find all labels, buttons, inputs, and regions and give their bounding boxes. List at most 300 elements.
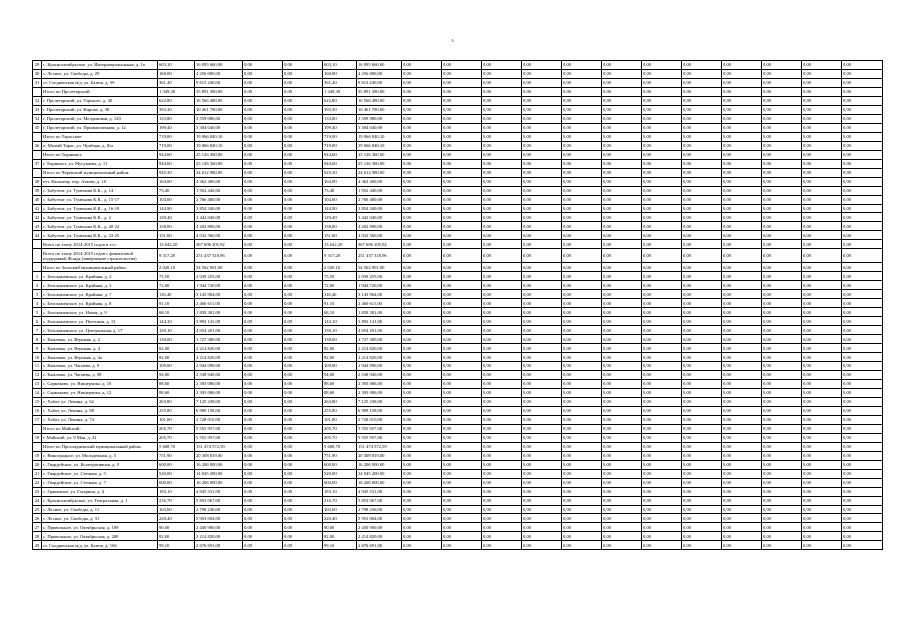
address-cell: с. Хабаз, ул. Ленина, д. 62 bbox=[42, 397, 158, 406]
value-cell: 0,00 bbox=[283, 514, 323, 523]
value-cell: 393,30 bbox=[323, 105, 357, 114]
value-cell: 0,00 bbox=[842, 299, 883, 308]
value-cell: 719,00 bbox=[158, 132, 195, 141]
row-number: 29 bbox=[33, 61, 42, 70]
value-cell: 0,00 bbox=[602, 177, 642, 186]
value-cell: 0,00 bbox=[842, 87, 883, 96]
value-cell: 129,40 bbox=[158, 213, 195, 222]
value-cell: 25 126 360,00 bbox=[357, 159, 402, 168]
value-cell: 0,00 bbox=[842, 132, 883, 141]
value-cell: 82,00 bbox=[323, 532, 357, 541]
address-cell: с. Белокаменское, ул. Крайняя, д. 8 bbox=[42, 299, 158, 308]
value-cell: 0,00 bbox=[243, 523, 283, 532]
value-cell: 0,00 bbox=[802, 451, 842, 460]
value-cell: 3 143 964,00 bbox=[195, 290, 243, 299]
value-cell: 0,00 bbox=[482, 249, 522, 263]
table-row bbox=[33, 326, 883, 335]
value-cell: 0,00 bbox=[602, 78, 642, 87]
value-cell: 0,00 bbox=[722, 344, 762, 353]
value-cell: 0,00 bbox=[243, 87, 283, 96]
value-cell: 4 202 800,00 bbox=[357, 222, 402, 231]
value-cell: 0,00 bbox=[842, 496, 883, 505]
value-cell: 68,10 bbox=[323, 308, 357, 317]
value-cell: 0,00 bbox=[762, 370, 802, 379]
value-cell: 0,00 bbox=[442, 150, 482, 159]
value-cell: 0,00 bbox=[802, 78, 842, 87]
value-cell: 0,00 bbox=[842, 442, 883, 451]
value-cell: 82,00 bbox=[158, 532, 195, 541]
value-cell: 0,00 bbox=[722, 308, 762, 317]
value-cell: 0,00 bbox=[482, 442, 522, 451]
value-cell: 5 555 957,00 bbox=[195, 424, 243, 433]
value-cell: 0,00 bbox=[482, 541, 522, 550]
value-cell: 0,00 bbox=[762, 69, 802, 78]
value-cell: 0,00 bbox=[642, 451, 682, 460]
value-cell: 2 393 086,00 bbox=[357, 388, 402, 397]
value-cell: 164,00 bbox=[158, 177, 195, 186]
value-cell: 0,00 bbox=[482, 231, 522, 240]
value-cell: 0,00 bbox=[602, 379, 642, 388]
value-cell: 0,00 bbox=[802, 388, 842, 397]
value-cell: 144,10 bbox=[323, 317, 357, 326]
address-cell: с. Белокаменское, ул. Центральная, д. 17 bbox=[42, 326, 158, 335]
value-cell: 0,00 bbox=[762, 487, 802, 496]
value-cell: 0,00 bbox=[722, 370, 762, 379]
value-cell: 0,00 bbox=[602, 249, 642, 263]
value-cell: 0,00 bbox=[442, 469, 482, 478]
value-cell: 0,00 bbox=[243, 240, 283, 249]
value-cell: 0,00 bbox=[602, 344, 642, 353]
value-cell: 2 393 086,00 bbox=[195, 388, 243, 397]
value-cell: 0,00 bbox=[482, 344, 522, 353]
value-cell: 158,00 bbox=[158, 222, 195, 231]
value-cell: 90,00 bbox=[323, 523, 357, 532]
address-cell: с. Гвардейское, ул. Степная, д. 7 bbox=[42, 478, 158, 487]
value-cell: 0,00 bbox=[642, 505, 682, 514]
address-cell: г. Пролетарский, ул. Промышленная, д. 12 bbox=[42, 123, 158, 132]
value-cell: 0,00 bbox=[243, 397, 283, 406]
value-cell: 0,00 bbox=[722, 469, 762, 478]
value-cell: 0,00 bbox=[562, 397, 602, 406]
value-cell: 0,00 bbox=[722, 213, 762, 222]
value-cell: 0,00 bbox=[402, 541, 442, 550]
value-cell: 0,00 bbox=[442, 442, 482, 451]
value-cell: 0,00 bbox=[642, 281, 682, 290]
value-cell: 183,10 bbox=[158, 487, 195, 496]
value-cell: 2 676 691,00 bbox=[195, 541, 243, 550]
table-row bbox=[33, 487, 883, 496]
value-cell: 94,00 bbox=[158, 370, 195, 379]
value-cell: 116,40 bbox=[158, 290, 195, 299]
value-cell: 0,00 bbox=[642, 272, 682, 281]
value-cell: 0,00 bbox=[283, 159, 323, 168]
value-cell: 0,00 bbox=[842, 478, 883, 487]
value-cell: 0,00 bbox=[442, 132, 482, 141]
value-cell: 0,00 bbox=[602, 61, 642, 70]
row-number: 33 bbox=[33, 105, 42, 114]
value-cell: 0,00 bbox=[642, 415, 682, 424]
row-number: 32 bbox=[33, 96, 42, 105]
value-cell: 0,00 bbox=[682, 335, 722, 344]
address-cell: с. Краснооктябрьское, ул. Театральная, д. 1 bbox=[42, 496, 158, 505]
value-cell: 3 727 380,00 bbox=[195, 335, 243, 344]
value-cell: 2 214 820,00 bbox=[357, 344, 402, 353]
value-cell: 4 256 000,00 bbox=[357, 69, 402, 78]
value-cell: 0,00 bbox=[442, 213, 482, 222]
table-row bbox=[33, 213, 883, 222]
value-cell: 0,00 bbox=[642, 496, 682, 505]
value-cell: 0,00 bbox=[283, 388, 323, 397]
value-cell: 0,00 bbox=[682, 397, 722, 406]
value-cell: 251 437 318,96 bbox=[195, 249, 243, 263]
address-cell: с. Лесное, ул. Свободы, д. 31 bbox=[42, 514, 158, 523]
value-cell: 0,00 bbox=[722, 487, 762, 496]
value-cell: 25 126 360,00 bbox=[195, 159, 243, 168]
value-cell: 0,00 bbox=[442, 177, 482, 186]
value-cell: 0,00 bbox=[642, 105, 682, 114]
table-row bbox=[33, 541, 883, 550]
value-cell: 4 054 201,00 bbox=[357, 326, 402, 335]
value-cell: 0,00 bbox=[482, 460, 522, 469]
value-cell: 0,00 bbox=[802, 326, 842, 335]
value-cell: 0,00 bbox=[602, 326, 642, 335]
value-cell: 0,00 bbox=[283, 105, 323, 114]
value-cell: 199,40 bbox=[158, 123, 195, 132]
value-cell: 0,00 bbox=[562, 442, 602, 451]
value-cell: 0,00 bbox=[522, 451, 562, 460]
value-cell: 0,00 bbox=[442, 541, 482, 550]
value-cell: 0,00 bbox=[722, 141, 762, 150]
value-cell: 0,00 bbox=[442, 370, 482, 379]
value-cell: 0,00 bbox=[642, 231, 682, 240]
value-cell: 0,00 bbox=[762, 204, 802, 213]
value-cell: 0,00 bbox=[722, 478, 762, 487]
value-cell: 0,00 bbox=[682, 249, 722, 263]
value-cell: 0,00 bbox=[602, 415, 642, 424]
table-row bbox=[33, 388, 883, 397]
address-cell: с. Сармаково, ул. Нищерчика, д. 12 bbox=[42, 388, 158, 397]
value-cell: 0,00 bbox=[682, 150, 722, 159]
value-cell: 0,00 bbox=[642, 69, 682, 78]
address-cell: с. Белокаменское, ул. Крайняя, д. 7 bbox=[42, 290, 158, 299]
value-cell: 0,00 bbox=[722, 299, 762, 308]
table-row bbox=[33, 415, 883, 424]
value-cell: 0,00 bbox=[762, 317, 802, 326]
value-cell: 5 555 957,00 bbox=[195, 433, 243, 442]
value-cell: 0,00 bbox=[522, 317, 562, 326]
value-cell: 0,00 bbox=[602, 478, 642, 487]
value-cell: 0,00 bbox=[642, 249, 682, 263]
value-cell: 2 766 400,00 bbox=[357, 195, 402, 204]
value-cell: 0,00 bbox=[562, 141, 602, 150]
value-cell: 0,00 bbox=[402, 69, 442, 78]
table-row bbox=[33, 263, 883, 272]
value-cell: 0,00 bbox=[243, 353, 283, 362]
value-cell: 0,00 bbox=[562, 69, 602, 78]
value-cell: 0,00 bbox=[762, 415, 802, 424]
row-number: 30 bbox=[33, 69, 42, 78]
value-cell: 3 143 964,00 bbox=[357, 290, 402, 299]
value-cell: 0,00 bbox=[283, 478, 323, 487]
value-cell: 0,00 bbox=[642, 141, 682, 150]
value-cell: 0,00 bbox=[802, 281, 842, 290]
value-cell: 0,00 bbox=[442, 96, 482, 105]
value-cell: 0,00 bbox=[642, 132, 682, 141]
value-cell: 103,60 bbox=[323, 505, 357, 514]
value-cell: 0,00 bbox=[562, 177, 602, 186]
value-cell: 0,00 bbox=[243, 344, 283, 353]
value-cell: 0,00 bbox=[243, 213, 283, 222]
value-cell: 133,80 bbox=[323, 114, 357, 123]
value-cell: 0,00 bbox=[522, 442, 562, 451]
value-cell: 103,60 bbox=[158, 505, 195, 514]
value-cell: 0,00 bbox=[402, 61, 442, 70]
value-cell: 0,00 bbox=[642, 114, 682, 123]
registry-body bbox=[33, 61, 883, 550]
value-cell: 0,00 bbox=[402, 222, 442, 231]
value-cell: 0,00 bbox=[602, 159, 642, 168]
value-cell: 0,00 bbox=[762, 281, 802, 290]
value-cell: 0,00 bbox=[283, 168, 323, 177]
value-cell: 0,00 bbox=[762, 105, 802, 114]
value-cell: 0,00 bbox=[482, 114, 522, 123]
value-cell: 0,00 bbox=[562, 213, 602, 222]
row-number: 16 bbox=[33, 406, 42, 415]
row-number: 29 bbox=[33, 541, 42, 550]
address-cell: Всего по этапу 2014-2015 годов в т.ч.: bbox=[42, 240, 158, 249]
value-cell: 0,00 bbox=[522, 370, 562, 379]
value-cell: 0,00 bbox=[243, 532, 283, 541]
value-cell: 91,10 bbox=[323, 299, 357, 308]
value-cell: 0,00 bbox=[402, 299, 442, 308]
value-cell: 0,00 bbox=[722, 204, 762, 213]
value-cell: 0,00 bbox=[722, 496, 762, 505]
value-cell: 0,00 bbox=[522, 326, 562, 335]
value-cell: 0,00 bbox=[243, 78, 283, 87]
value-cell: 0,00 bbox=[562, 379, 602, 388]
table-row bbox=[33, 433, 883, 442]
value-cell: 0,00 bbox=[682, 406, 722, 415]
value-cell: 0,00 bbox=[562, 132, 602, 141]
value-cell: 0,00 bbox=[762, 272, 802, 281]
value-cell: 0,00 bbox=[762, 460, 802, 469]
value-cell: 0,00 bbox=[842, 406, 883, 415]
value-cell: 0,00 bbox=[642, 344, 682, 353]
table-row bbox=[33, 505, 883, 514]
table-row bbox=[33, 177, 883, 186]
address-cell: г. Пролетарский, ул. Мелдоковая, д. 120 bbox=[42, 114, 158, 123]
value-cell: 0,00 bbox=[562, 123, 602, 132]
value-cell: 0,00 bbox=[802, 353, 842, 362]
address-cell: г. Пролетарский, ул. Кирова, д. 38 bbox=[42, 105, 158, 114]
value-cell: 0,00 bbox=[442, 186, 482, 195]
value-cell: 751,90 bbox=[323, 451, 357, 460]
value-cell: 0,00 bbox=[722, 87, 762, 96]
value-cell: 0,00 bbox=[522, 388, 562, 397]
value-cell: 13 642,20 bbox=[323, 240, 357, 249]
value-cell: 82,00 bbox=[158, 344, 195, 353]
value-cell: 0,00 bbox=[842, 186, 883, 195]
value-cell: 0,00 bbox=[402, 469, 442, 478]
value-cell: 0,00 bbox=[682, 388, 722, 397]
value-cell: 0,00 bbox=[243, 123, 283, 132]
value-cell: 16 566 480,00 bbox=[357, 96, 402, 105]
value-cell: 3 854 340,00 bbox=[357, 204, 402, 213]
value-cell: 0,00 bbox=[722, 317, 762, 326]
value-cell: 0,00 bbox=[442, 299, 482, 308]
row-number: 34 bbox=[33, 114, 42, 123]
value-cell: 0,00 bbox=[442, 105, 482, 114]
value-cell: 0,00 bbox=[402, 397, 442, 406]
value-cell: 944,60 bbox=[158, 150, 195, 159]
value-cell: 0,00 bbox=[442, 317, 482, 326]
value-cell: 0,00 bbox=[283, 141, 323, 150]
value-cell: 0,00 bbox=[722, 541, 762, 550]
value-cell: 9 613 240,00 bbox=[195, 78, 243, 87]
value-cell: 0,00 bbox=[562, 388, 602, 397]
value-cell: 0,00 bbox=[482, 61, 522, 70]
value-cell: 0,00 bbox=[842, 168, 883, 177]
value-cell: 0,00 bbox=[442, 335, 482, 344]
value-cell: 0,00 bbox=[402, 249, 442, 263]
value-cell: 0,00 bbox=[482, 469, 522, 478]
value-cell: 0,00 bbox=[722, 69, 762, 78]
value-cell: 0,00 bbox=[283, 460, 323, 469]
table-row bbox=[33, 150, 883, 159]
value-cell: 3 442 040,00 bbox=[195, 213, 243, 222]
value-cell: 0,00 bbox=[682, 370, 722, 379]
value-cell: 0,00 bbox=[562, 433, 602, 442]
value-cell: 0,00 bbox=[402, 105, 442, 114]
value-cell: 0,00 bbox=[722, 442, 762, 451]
value-cell: 0,00 bbox=[283, 204, 323, 213]
address-cell: с. Лесное, ул. Свободы, д. 11 bbox=[42, 505, 158, 514]
value-cell: 0,00 bbox=[762, 344, 802, 353]
value-cell: 0,00 bbox=[602, 123, 642, 132]
table-row bbox=[33, 317, 883, 326]
value-cell: 0,00 bbox=[802, 69, 842, 78]
value-cell: 0,00 bbox=[682, 263, 722, 272]
value-cell: 2 039 255,00 bbox=[195, 272, 243, 281]
value-cell: 7 125 238,00 bbox=[195, 397, 243, 406]
value-cell: 151,60 bbox=[323, 231, 357, 240]
value-cell: 0,00 bbox=[802, 213, 842, 222]
value-cell: 0,00 bbox=[642, 195, 682, 204]
value-cell: 0,00 bbox=[802, 424, 842, 433]
value-cell: 0,00 bbox=[682, 496, 722, 505]
value-cell: 0,00 bbox=[283, 496, 323, 505]
value-cell: 0,00 bbox=[802, 240, 842, 249]
value-cell: 4 945 531,00 bbox=[357, 487, 402, 496]
address-cell: Итого по Зольский муниципальный район: bbox=[42, 263, 158, 272]
row-number: 44 bbox=[33, 231, 42, 240]
value-cell: 0,00 bbox=[602, 406, 642, 415]
value-cell: 0,00 bbox=[243, 362, 283, 371]
value-cell: 3 559 080,00 bbox=[195, 114, 243, 123]
value-cell: 719,00 bbox=[323, 132, 357, 141]
value-cell: 0,00 bbox=[482, 514, 522, 523]
value-cell: 0,00 bbox=[402, 240, 442, 249]
value-cell: 0,00 bbox=[482, 379, 522, 388]
value-cell: 361,40 bbox=[158, 78, 195, 87]
value-cell: 0,00 bbox=[243, 177, 283, 186]
value-cell: 10 461 780,00 bbox=[357, 105, 402, 114]
value-cell: 54 562 901,00 bbox=[195, 263, 243, 272]
table-row bbox=[33, 159, 883, 168]
value-cell: 0,00 bbox=[522, 353, 562, 362]
value-cell: 0,00 bbox=[642, 150, 682, 159]
value-cell: 205,70 bbox=[323, 424, 357, 433]
value-cell: 0,00 bbox=[442, 78, 482, 87]
value-cell: 20 308 819,00 bbox=[195, 451, 243, 460]
value-cell: 0,00 bbox=[602, 204, 642, 213]
value-cell: 925,30 bbox=[158, 168, 195, 177]
value-cell: 0,00 bbox=[642, 263, 682, 272]
value-cell: 2 393 086,00 bbox=[195, 379, 243, 388]
value-cell: 0,00 bbox=[402, 213, 442, 222]
value-cell: 0,00 bbox=[522, 105, 562, 114]
value-cell: 0,00 bbox=[842, 240, 883, 249]
address-cell: с. Привольное, ул. Октябрьская, д. 109 bbox=[42, 523, 158, 532]
value-cell: 0,00 bbox=[482, 433, 522, 442]
value-cell: 0,00 bbox=[722, 150, 762, 159]
value-cell: 0,00 bbox=[682, 487, 722, 496]
value-cell: 0,00 bbox=[602, 263, 642, 272]
value-cell: 0,00 bbox=[762, 222, 802, 231]
value-cell: 0,00 bbox=[762, 541, 802, 550]
value-cell: 0,00 bbox=[482, 299, 522, 308]
value-cell: 0,00 bbox=[722, 460, 762, 469]
value-cell: 0,00 bbox=[402, 370, 442, 379]
table-row bbox=[33, 478, 883, 487]
value-cell: 0,00 bbox=[522, 281, 562, 290]
value-cell: 72,00 bbox=[323, 281, 357, 290]
value-cell: 0,00 bbox=[482, 263, 522, 272]
address-cell: с. Бабугент, ул. Туменова К.К., д. 16-18 bbox=[42, 204, 158, 213]
value-cell: 0,00 bbox=[402, 308, 442, 317]
value-cell: 0,00 bbox=[682, 177, 722, 186]
value-cell: 0,00 bbox=[722, 326, 762, 335]
value-cell: 0,00 bbox=[283, 370, 323, 379]
value-cell: 160,00 bbox=[323, 69, 357, 78]
value-cell: 3 442 040,00 bbox=[357, 213, 402, 222]
value-cell: 2 728 010,00 bbox=[357, 415, 402, 424]
value-cell: 0,00 bbox=[562, 240, 602, 249]
value-cell: 4 362 400,00 bbox=[357, 177, 402, 186]
value-cell: 0,00 bbox=[682, 505, 722, 514]
value-cell: 0,00 bbox=[682, 532, 722, 541]
value-cell: 0,00 bbox=[842, 415, 883, 424]
value-cell: 600,00 bbox=[158, 460, 195, 469]
value-cell: 0,00 bbox=[802, 114, 842, 123]
value-cell: 0,00 bbox=[762, 362, 802, 371]
address-cell: с. Белокаменское, ул. Крайняя, д. 2 bbox=[42, 272, 158, 281]
value-cell: 0,00 bbox=[243, 388, 283, 397]
value-cell: 2 676 691,00 bbox=[357, 541, 402, 550]
value-cell: 0,00 bbox=[642, 308, 682, 317]
value-cell: 2 728 010,00 bbox=[195, 415, 243, 424]
value-cell: 0,00 bbox=[243, 186, 283, 195]
value-cell: 0,00 bbox=[802, 496, 842, 505]
value-cell: 0,00 bbox=[442, 532, 482, 541]
table-row bbox=[33, 362, 883, 371]
value-cell: 0,00 bbox=[482, 353, 522, 362]
value-cell: 0,00 bbox=[562, 362, 602, 371]
value-cell: 0,00 bbox=[802, 290, 842, 299]
value-cell: 0,00 bbox=[682, 159, 722, 168]
value-cell: 9 317,20 bbox=[158, 249, 195, 263]
value-cell: 0,00 bbox=[802, 370, 842, 379]
